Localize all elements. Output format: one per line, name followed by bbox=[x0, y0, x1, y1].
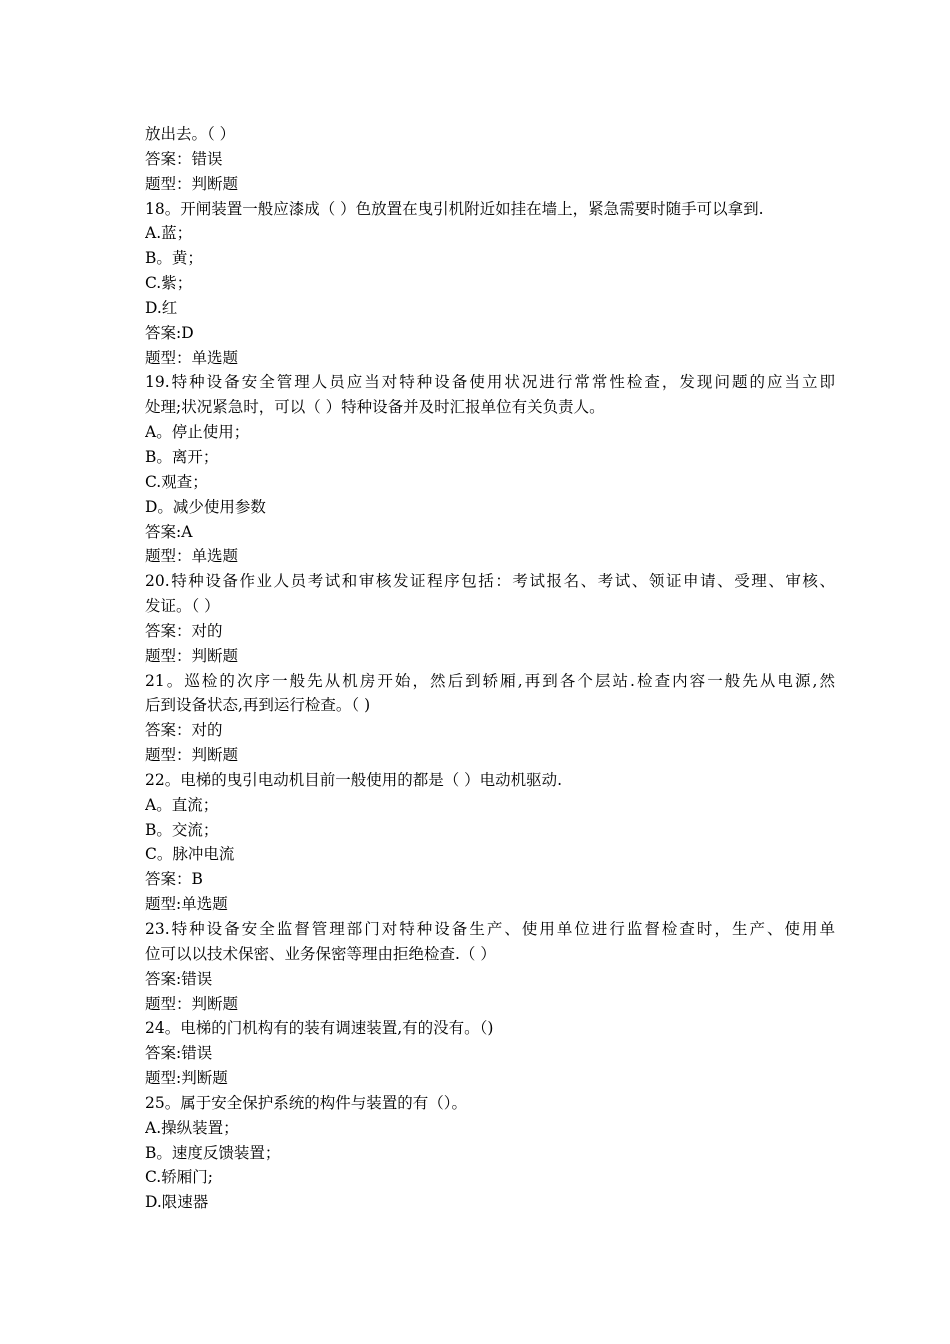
question-23-continued: 位可以以技术保密、业务保密等理由拒绝检查.（ ） bbox=[145, 944, 496, 963]
answer-line: 答案:错误 bbox=[145, 969, 213, 988]
option-a: A.蓝； bbox=[145, 224, 193, 243]
option-a: A。停止使用； bbox=[145, 423, 250, 442]
option-c: C.观查； bbox=[145, 472, 208, 491]
question-24: 24。电梯的门机构有的装有调速装置,有的没有。（) bbox=[145, 1019, 494, 1038]
question-type-line: 题型：判断题 bbox=[145, 746, 239, 765]
question-type-line: 题型：单选题 bbox=[145, 547, 239, 566]
option-c: C.紫； bbox=[145, 274, 193, 293]
option-a: A.操纵装置； bbox=[145, 1118, 239, 1137]
option-d: D。减少使用参数 bbox=[145, 497, 266, 516]
answer-line: 答案:D bbox=[145, 323, 194, 342]
question-type-line: 题型：单选题 bbox=[145, 348, 239, 367]
option-d: D.红 bbox=[145, 298, 178, 317]
option-c: C.轿厢门; bbox=[145, 1168, 213, 1187]
option-b: B。黄； bbox=[145, 249, 203, 268]
question-22: 22。电梯的曳引电动机目前一般使用的都是（ ）电动机驱动. bbox=[145, 770, 563, 789]
answer-line: 答案:错误 bbox=[145, 1044, 213, 1063]
question-type-line: 题型:单选题 bbox=[145, 895, 228, 914]
question-20: 20.特种设备作业人员考试和审核发证程序包括：考试报名、考试、领证申请、受理、审核、 bbox=[145, 572, 835, 591]
question-type-line: 题型：判断题 bbox=[145, 174, 239, 193]
answer-line: 答案：对的 bbox=[145, 621, 223, 640]
document-page bbox=[145, 122, 835, 1215]
option-b: B。交流； bbox=[145, 820, 219, 839]
question-20-continued: 发证。（ ） bbox=[145, 597, 220, 616]
answer-line: 答案：错误 bbox=[145, 149, 223, 168]
option-c: C。脉冲电流 bbox=[145, 845, 235, 864]
answer-line: 答案：对的 bbox=[145, 721, 223, 740]
question-19-continued: 处理;状况紧急时，可以（ ）特种设备并及时汇报单位有关负责人。 bbox=[145, 398, 605, 417]
option-d: D.限速器 bbox=[145, 1193, 209, 1212]
question-type-line: 题型：判断题 bbox=[145, 646, 239, 665]
question-21-continued: 后到设备状态,再到运行检查。（ ) bbox=[145, 696, 371, 715]
question-type-line: 题型:判断题 bbox=[145, 1069, 228, 1088]
question-type-line: 题型：判断题 bbox=[145, 994, 239, 1013]
question-23: 23.特种设备安全监督管理部门对特种设备生产、使用单位进行监督检查时，生产、使用单 bbox=[145, 920, 835, 938]
option-b: B。速度反馈装置； bbox=[145, 1143, 281, 1162]
question-18: 18。开闸装置一般应漆成（ ）色放置在曳引机附近如挂在墙上，紧急需要时随手可以拿到. bbox=[145, 199, 764, 218]
answer-line: 答案：B bbox=[145, 870, 203, 889]
answer-line: 答案:A bbox=[145, 522, 193, 541]
option-a: A。直流； bbox=[145, 795, 219, 814]
text-line: 放出去。（ ） bbox=[145, 125, 236, 143]
question-21: 21。巡检的次序一般先从机房开始，然后到轿厢,再到各个层站.检查内容一般先从电源,然 bbox=[145, 671, 835, 690]
option-b: B。离开； bbox=[145, 447, 219, 466]
question-25: 25。属于安全保护系统的构件与装置的有（）。 bbox=[145, 1093, 467, 1112]
question-19: 19.特种设备安全管理人员应当对特种设备使用状况进行常常性检查，发现问题的应当立即 bbox=[145, 373, 835, 392]
